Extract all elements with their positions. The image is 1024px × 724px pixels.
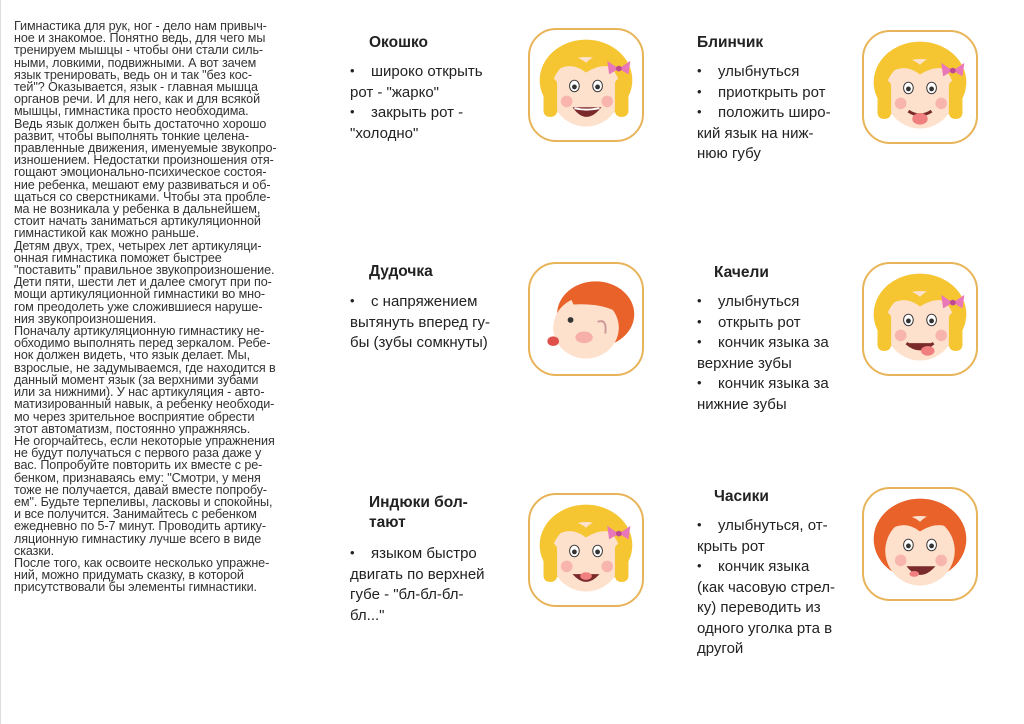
intro-line: тоже не получается, давай вместе попробу- xyxy=(14,482,268,497)
exercise-step-continuation xyxy=(697,124,831,145)
intro-line: органов речи. И для него, как и для всякой xyxy=(14,92,261,107)
intro-line: тренируем мышцы - чтобы они стали силь- xyxy=(14,43,264,58)
intro-text xyxy=(14,20,328,594)
exercise-step-text: ку) переводить из xyxy=(697,599,821,616)
exercise-step-continuation xyxy=(697,639,835,660)
exercise-steps xyxy=(697,292,829,415)
exercise-step-text: языком быстро xyxy=(371,545,477,562)
exercise-step-continuation xyxy=(350,333,490,354)
exercise-step-continuation xyxy=(697,354,829,375)
intro-line: гом преодолеть уже сложившиеся наруше- xyxy=(14,299,263,314)
bullet-icon xyxy=(697,292,718,313)
exercise-step-text: нижние зубы xyxy=(697,395,787,413)
bullet-icon xyxy=(697,62,718,83)
intro-line: или за нижними). У нас артикуляция - авто- xyxy=(14,385,265,400)
intro-line: матизированный навык, а ребенку необходи- xyxy=(14,397,275,412)
exercise-step-continuation xyxy=(350,83,483,104)
intro-line: не будут получаться с первого раза даже у xyxy=(14,446,262,461)
girl-tongue-side-icon xyxy=(862,262,978,376)
bullet-icon xyxy=(697,516,718,537)
exercise-step xyxy=(350,292,490,313)
exercise-title xyxy=(714,263,769,283)
exercise-step-text: улыбнуться xyxy=(718,63,800,80)
girl-tongue-up-icon xyxy=(528,493,644,607)
exercise-step-continuation xyxy=(350,124,483,145)
intro-line: обходимо выполнять перед зеркалом. Ребе- xyxy=(14,336,271,351)
exercise-step-continuation xyxy=(697,395,829,416)
exercise-step-text: крыть рот xyxy=(697,537,765,555)
exercise-step xyxy=(697,292,829,313)
exercise-step-continuation xyxy=(350,313,490,334)
exercise-step-continuation xyxy=(697,598,835,619)
intro-line: мышцы, гимнастика просто необходима. xyxy=(14,104,249,119)
exercise-step xyxy=(697,62,831,83)
intro-line: бенком, признаваясь ему: "Смотри, у меня xyxy=(14,470,261,485)
intro-line: Ведь язык должен быть достаточно хорошо xyxy=(14,116,267,131)
intro-line: вас. Попробуйте повторить их вместе с ре- xyxy=(14,458,263,473)
intro-line: "поставить" правильное звукопроизношение. xyxy=(14,263,275,278)
exercise-steps xyxy=(350,544,485,626)
boy-profile-lips-icon xyxy=(528,262,644,376)
exercise-step-text: положить широ- xyxy=(718,104,831,121)
intro-line: взрослые, не задумываемся, где находится в xyxy=(14,360,276,375)
intro-line: онная гимнастика поможет быстрее xyxy=(14,250,222,265)
intro-line: правленные движения, именуемые звукопро- xyxy=(14,141,277,156)
intro-line: сказки. xyxy=(14,543,55,558)
intro-line: язык тренировать, ведь он и так "без кос- xyxy=(14,67,252,82)
exercise-step-text: кончик языка за xyxy=(718,334,829,351)
bullet-icon xyxy=(350,292,371,313)
exercise-title xyxy=(369,33,428,53)
intro-line: стоит начать заниматься артикуляционной xyxy=(14,214,261,229)
intro-line: ния звукопроизношения. xyxy=(14,311,157,326)
intro-line: нок должен видеть, что язык делает. Мы, xyxy=(14,348,250,363)
intro-line: ем". Будьте терпеливы, ласковы и спокойны, xyxy=(14,494,273,509)
exercise-step xyxy=(350,62,483,83)
exercise-step xyxy=(697,374,829,395)
exercise-step xyxy=(350,544,485,565)
intro-line: ное и знакомое. Понятно ведь, для чего мы xyxy=(14,31,266,46)
exercise-step-text: приоткрыть рот xyxy=(718,83,826,101)
bullet-icon xyxy=(697,103,718,124)
exercise-step-continuation xyxy=(697,537,835,558)
bullet-icon xyxy=(697,557,718,578)
exercise-step-text: (как часовую стрел- xyxy=(697,578,835,596)
exercise-step xyxy=(697,333,829,354)
intro-line: мо через зрительное восприятие обрести xyxy=(14,409,255,424)
exercise-step-text: улыбнуться xyxy=(718,293,800,310)
intro-line: ежедневно по 5-7 минут. Проводить артику- xyxy=(14,519,266,534)
exercise-step-text: верхние зубы xyxy=(697,354,792,372)
intro-line: гимнастикой как можно раньше. xyxy=(14,226,199,241)
intro-line: присутствовали бы элементы гимнастики. xyxy=(14,580,257,595)
exercise-step-text: вытянуть вперед гу- xyxy=(350,313,491,331)
exercise-step xyxy=(697,103,831,124)
exercise-step-text: бы (зубы сомкнуты) xyxy=(350,334,488,351)
exercise-steps xyxy=(697,62,831,165)
exercise-step xyxy=(697,83,831,104)
exercise-step-continuation xyxy=(697,144,831,165)
exercise-step xyxy=(697,313,829,334)
exercise-step-text: рот - "жарко" xyxy=(350,83,439,101)
intro-line: гощают эмоционально-психическое состоя- xyxy=(14,165,267,180)
exercise-title-line: Окошко xyxy=(369,34,429,51)
intro-line: ма не возникала у ребенка в дальнейшем, xyxy=(14,202,261,217)
exercise-step-text: кончик языка за xyxy=(718,375,829,392)
intro-line: Поначалу артикуляционную гимнастику не- xyxy=(14,324,265,339)
exercise-step xyxy=(697,516,835,537)
exercise-step-text: губе - "бл-бл-бл- xyxy=(350,586,464,603)
exercise-title-line: Индюки бол- xyxy=(369,494,468,511)
exercise-title xyxy=(369,262,433,282)
bullet-icon xyxy=(697,313,718,334)
intro-line: Гимнастика для рук, ног - дело нам привыч- xyxy=(14,19,267,33)
exercise-step-continuation xyxy=(350,606,485,627)
bullet-icon xyxy=(350,62,371,83)
intro-line: щаться со сверстниками. Чтобы эта пробле- xyxy=(14,189,271,204)
boy-smile-icon xyxy=(862,487,978,601)
exercise-title-line: тают xyxy=(369,514,406,531)
exercise-steps xyxy=(697,516,835,660)
exercise-step-text: улыбнуться, от- xyxy=(718,517,828,534)
exercise-title xyxy=(714,487,769,507)
intro-line: Не огорчайтесь, если некоторые упражнения xyxy=(14,433,275,448)
exercise-title-line: Часики xyxy=(714,488,769,505)
exercise-step xyxy=(697,557,835,578)
exercise-step-continuation xyxy=(350,585,485,606)
intro-line: После того, как освоите несколько упражне- xyxy=(14,555,270,570)
exercise-title-line: Качели xyxy=(714,264,769,281)
exercise-step-text: открыть рот xyxy=(718,313,801,331)
bullet-icon xyxy=(697,333,718,354)
exercise-step-text: широко открыть xyxy=(371,63,483,80)
exercise-step-text: нюю губу xyxy=(697,145,761,162)
intro-line: тей"? Оказывается, язык - главная мышца xyxy=(14,80,258,95)
exercise-step-text: кончик языка xyxy=(718,558,810,575)
intro-line: ний, можно придумать сказку, в которой xyxy=(14,568,244,583)
intro-line: и все получится. Занимайтесь с ребенком xyxy=(14,507,257,522)
exercise-step-continuation xyxy=(697,578,835,599)
exercise-title xyxy=(369,493,468,533)
exercise-title-line: Блинчик xyxy=(697,34,764,51)
bullet-icon xyxy=(350,544,371,565)
intro-line: этот автоматизм, постоянно упражняясь. xyxy=(14,421,251,436)
intro-line: ние ребенка, мешают ему развиваться и об- xyxy=(14,177,271,192)
intro-line: развит, чтобы выполнять тонкие целена- xyxy=(14,128,249,143)
intro-line: изношением. Недостатки произношения отя- xyxy=(14,153,274,168)
intro-line: Дети пяти, шести лет и далее смогут при по- xyxy=(14,275,272,290)
intro-line: ляционную гимнастику лучше всего в виде xyxy=(14,531,262,546)
page-edge xyxy=(0,0,1,724)
intro-line: Детям двух, трех, четырех лет артикуляци- xyxy=(14,238,262,253)
bullet-icon xyxy=(697,83,718,104)
intro-line: данный момент язык (за верхними зубами xyxy=(14,372,259,387)
exercise-title xyxy=(697,33,763,53)
intro-line: ными, ловкими, подвижными. А вот зачем xyxy=(14,55,257,70)
exercise-step-text: бл..." xyxy=(350,606,385,624)
bullet-icon xyxy=(350,103,371,124)
exercise-step-text: двигать по верхней xyxy=(350,565,485,583)
exercise-step-text: "холодно" xyxy=(350,124,419,142)
exercise-step xyxy=(350,103,483,124)
exercise-step-text: одного уголка рта в xyxy=(697,619,833,637)
girl-open-mouth-icon xyxy=(528,28,644,142)
exercise-step-continuation xyxy=(697,619,835,640)
exercise-step-text: закрыть рот - xyxy=(371,104,464,121)
intro-line: мощи артикуляционной гимнастики во мно- xyxy=(14,287,265,302)
bullet-icon xyxy=(697,374,718,395)
exercise-steps xyxy=(350,292,490,354)
exercise-step-continuation xyxy=(350,565,485,586)
exercise-step-text: кий язык на ниж- xyxy=(697,124,814,142)
exercise-step-text: с напряжением xyxy=(371,293,478,310)
girl-tongue-out-icon xyxy=(862,30,978,144)
exercise-title-line: Дудочка xyxy=(369,263,433,280)
exercise-steps xyxy=(350,62,483,144)
exercise-step-text: другой xyxy=(697,640,744,657)
